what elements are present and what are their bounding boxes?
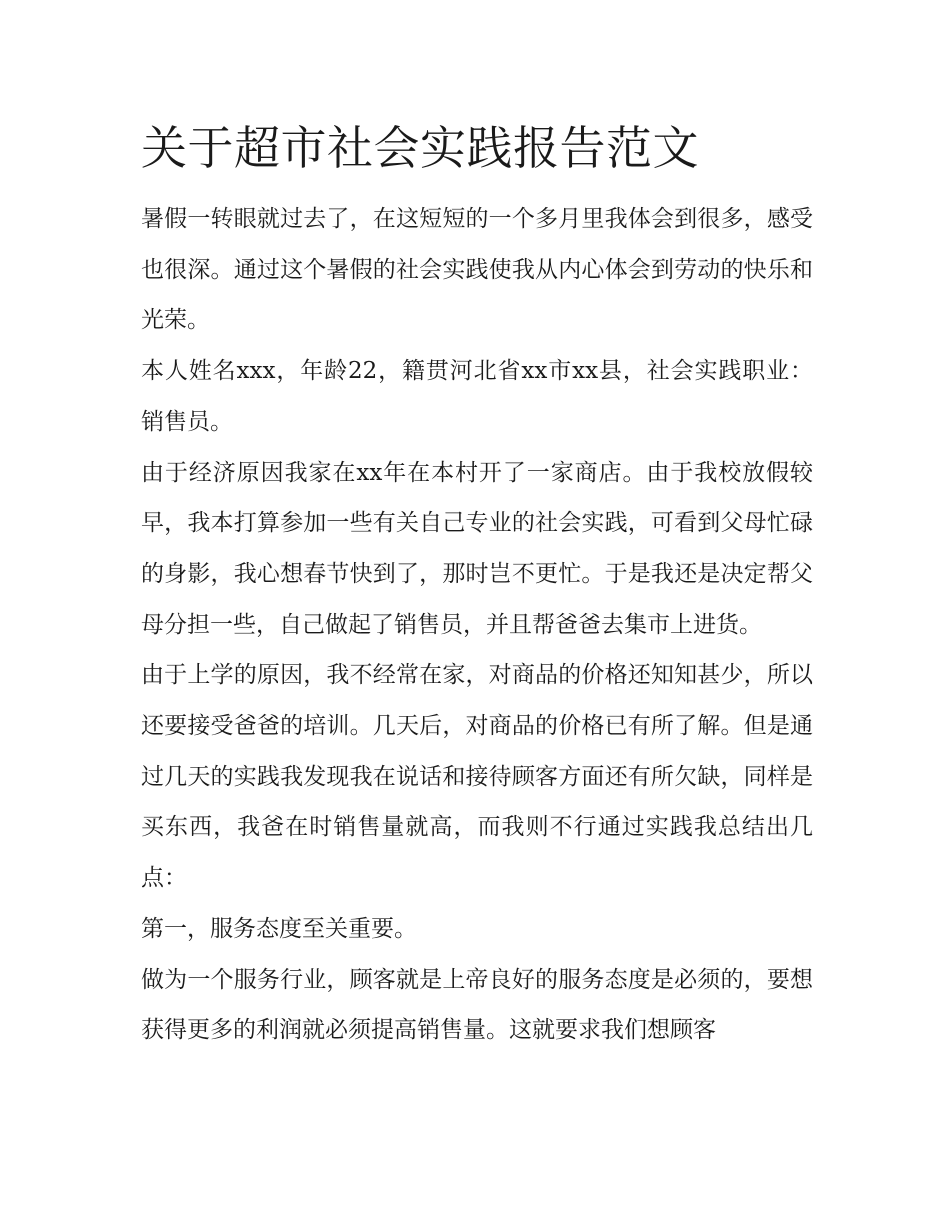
document-content: [141, 112, 813, 1056]
document-title: 关于超市社会实践报告范文: [141, 121, 699, 175]
document-body: [141, 194, 813, 1056]
paragraph-service: 做为一个服务行业，顾客就是上帝良好的服务态度是必须的，要想获得更多的利润就必须提高销售量。这就要求我们想顾客: [141, 966, 813, 1044]
paragraph-training: 由于上学的原因，我不经常在家，对商品的价格还知知甚少，所以还要接受爸爸的培训。几天后，对商品的价格已有所了解。但是通过几天的实践我发现我在说话和接待顾客方面还有所欠缺，同样是买东西，我爸在时销售量就高，而我则不行通过实践我总结出几点：: [141, 662, 813, 892]
paragraph-point-one: 第一，服务态度至关重要。: [141, 915, 417, 942]
paragraph-personal-info: 本人姓名xxx，年龄22，籍贯河北省xx市xx县，社会实践职业：销售员。: [141, 358, 813, 435]
paragraph-background: 由于经济原因我家在xx年在本村开了一家商店。由于我校放假较早，我本打算参加一些有关自己专业的社会实践，可看到父母忙碌的身影，我心想春节快到了，那时岂不更忙。于是我还是决定帮父母分担一些，自己做起了销售员，并且帮爸爸去集市上进货。: [141, 459, 813, 638]
paragraph-intro: 暑假一转眼就过去了，在这短短的一个多月里我体会到很多，感受也很深。通过这个暑假的社会实践使我从内心体会到劳动的快乐和光荣。: [141, 206, 813, 334]
